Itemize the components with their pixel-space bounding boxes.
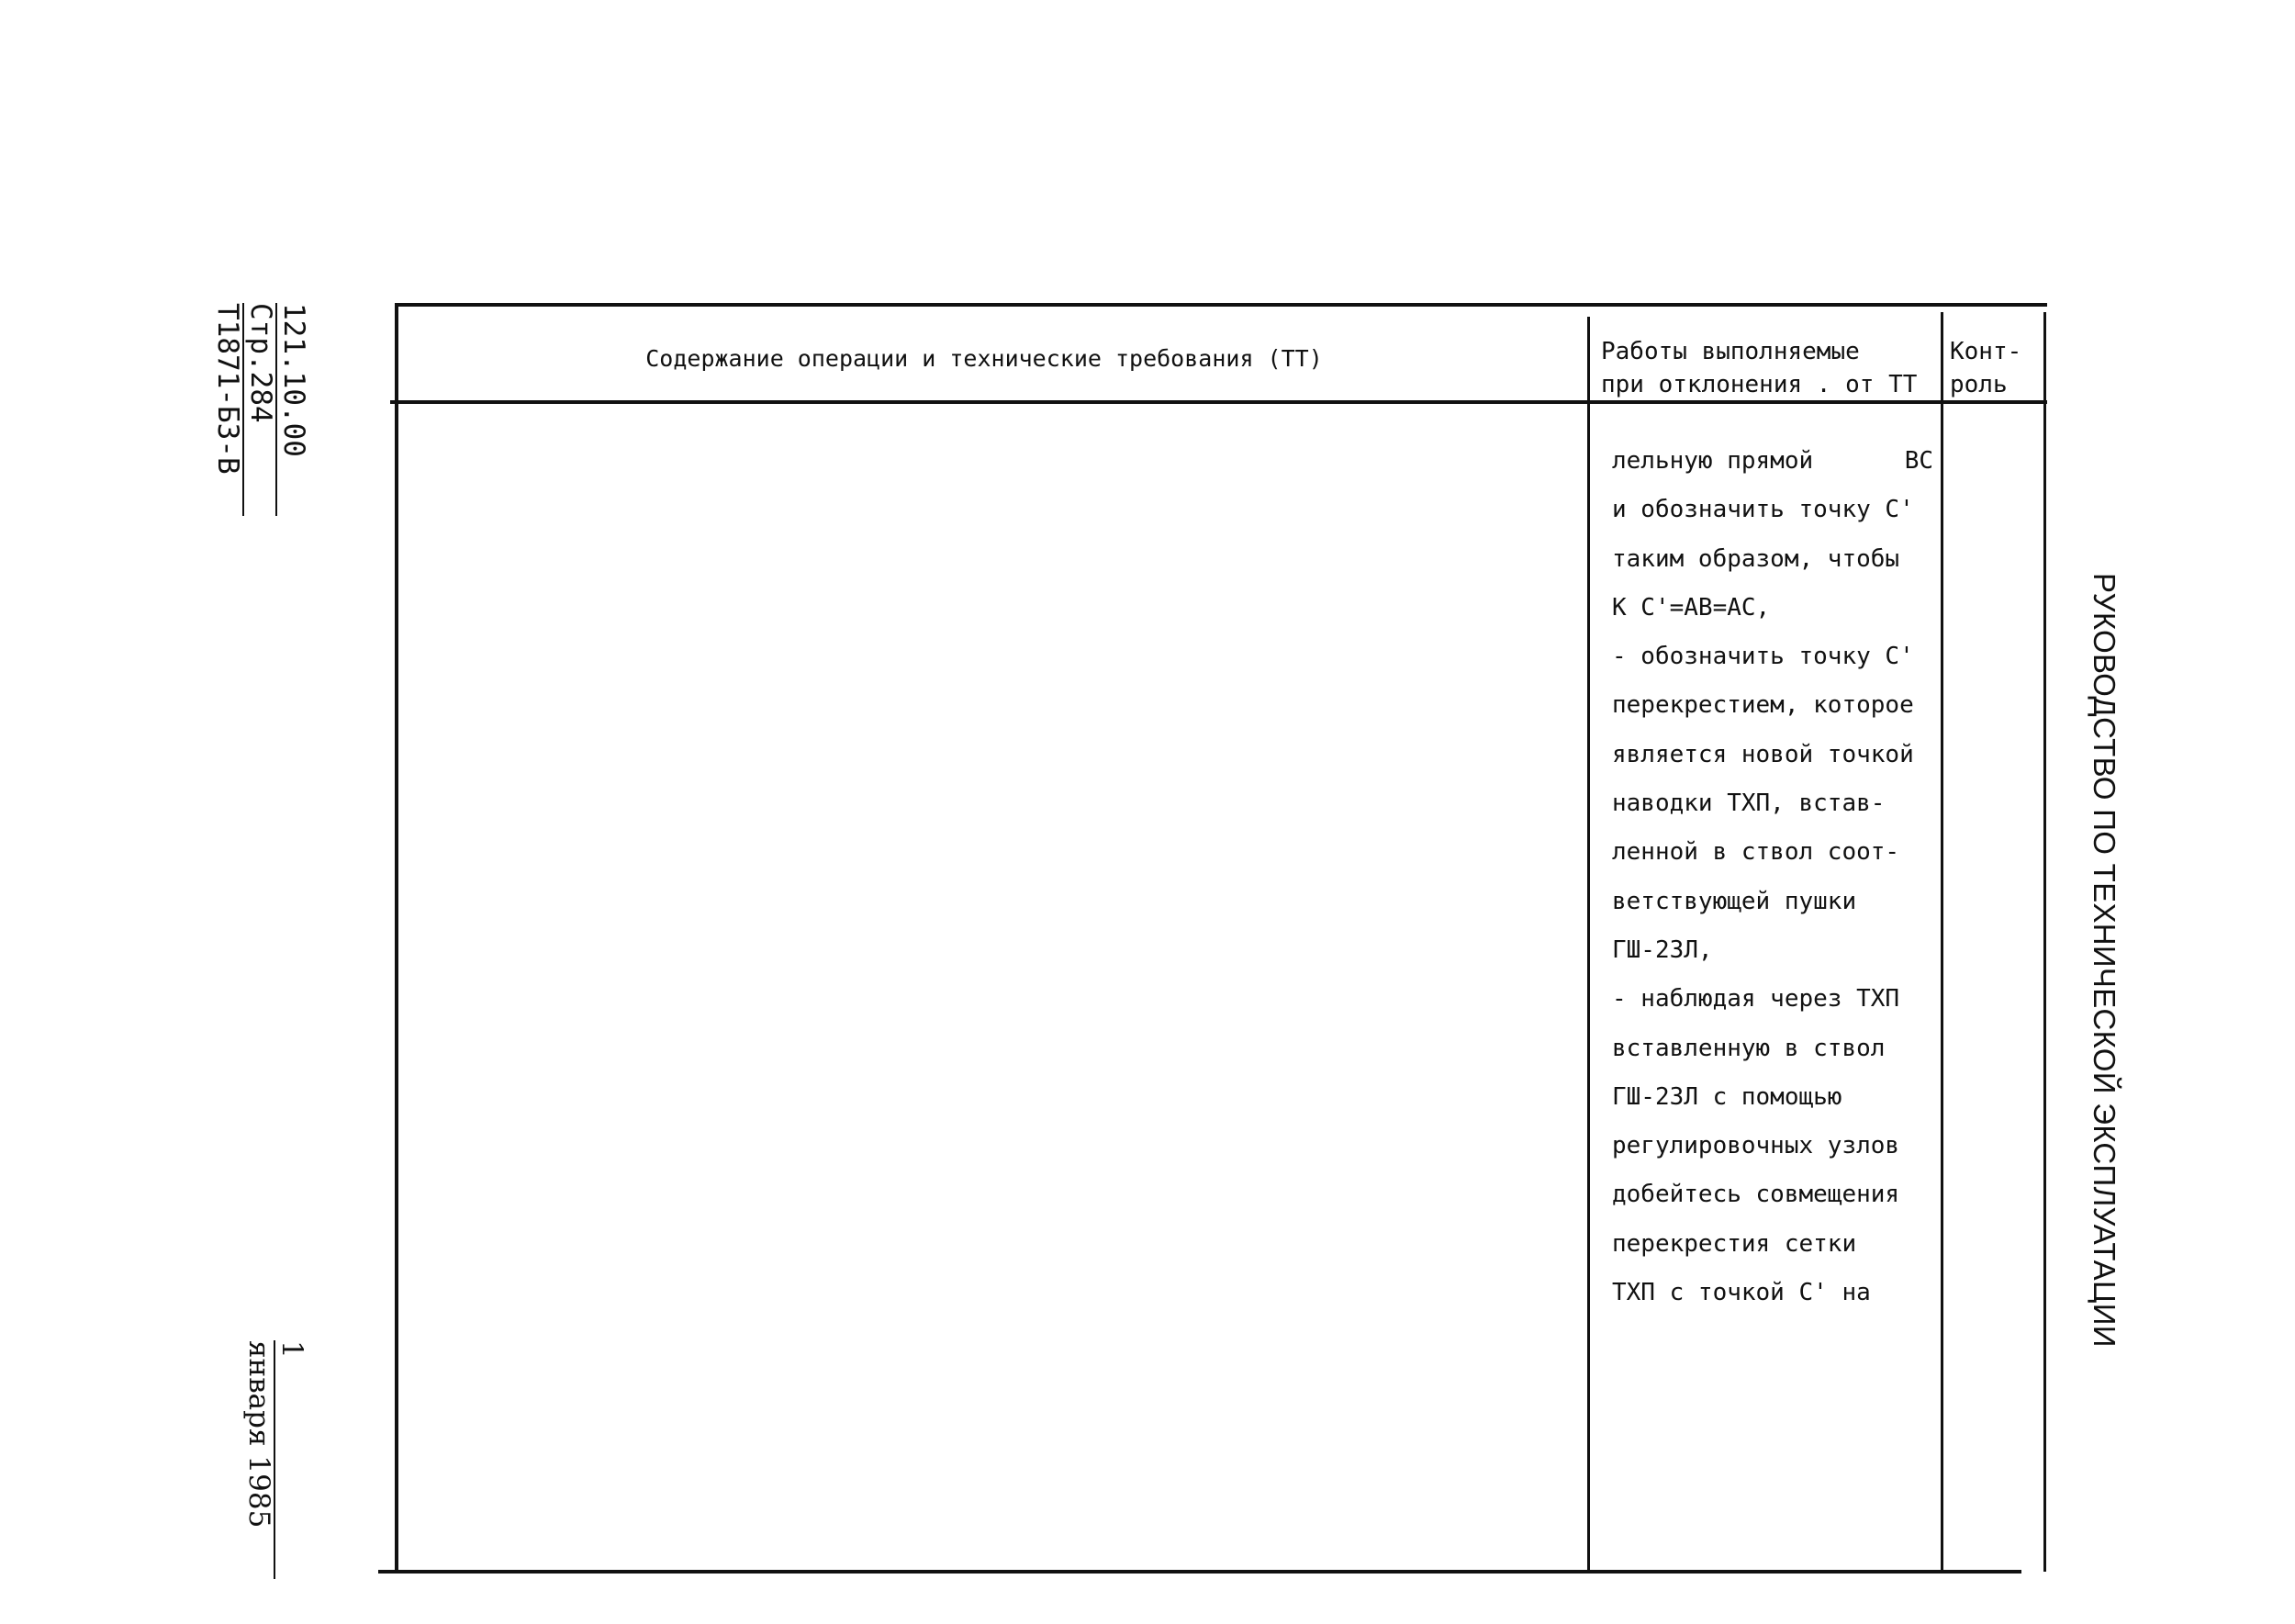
works-line-part: ВС <box>1904 447 1933 475</box>
margin-footer <box>241 1340 308 1579</box>
margin-rule <box>274 1340 275 1579</box>
works-line: вставленную в ствол <box>1612 1034 1886 1062</box>
works-header-line2: при отклонения . от ТТ <box>1601 371 1918 398</box>
margin-header <box>209 303 310 505</box>
page-number: Стр.284 <box>244 303 277 423</box>
works-line: К С'=АВ=АС, <box>1612 593 1771 622</box>
doc-number: 121.10.00 <box>277 303 310 457</box>
works-line: таким образом, чтобы <box>1612 544 1900 573</box>
works-header-line1: Работы выполняемые <box>1601 338 1860 365</box>
footer-number: 1 <box>275 1340 308 1359</box>
works-line <box>1612 437 1933 486</box>
column-divider-works <box>1587 317 1590 1572</box>
works-line: - обозначить точку С' <box>1612 643 1914 671</box>
column-divider-control <box>1941 312 1943 1572</box>
works-line: является новой точкой <box>1612 740 1914 768</box>
doc-code: Т1871-Б3-В <box>211 303 244 475</box>
operation-column-header: Содержание операции и технические требования (ТТ) <box>645 345 1323 372</box>
works-line-part: лельную прямой <box>1612 447 1814 475</box>
works-line: перекрестием, которое <box>1612 691 1914 720</box>
works-line: добейтесь совмещения <box>1612 1181 1900 1209</box>
margin-rule <box>275 303 277 516</box>
works-line: наводки ТХП, встав- <box>1612 790 1886 818</box>
table-right-border <box>2043 312 2046 1572</box>
works-column-text <box>1612 437 1933 1317</box>
works-line: ТХП с точкой С' на <box>1612 1279 1871 1307</box>
works-line: ГШ-23Л, <box>1612 935 1713 964</box>
works-line: ГШ-23Л с помощью <box>1612 1082 1842 1111</box>
table-left-border <box>395 303 398 1572</box>
side-title: РУКОВОДСТВО ПО ТЕХНИЧЕСКОЙ ЭКСПЛУАТАЦИИ <box>2088 573 2121 1348</box>
works-line: перекрестия сетки <box>1612 1229 1857 1258</box>
works-line: ленной в ствол соот- <box>1612 838 1900 867</box>
works-line: ветствующей пушки <box>1612 887 1857 915</box>
table-top-border <box>395 303 2047 307</box>
works-line: - наблюдая через ТХП <box>1612 985 1900 1014</box>
table-bottom-border <box>378 1570 2021 1574</box>
footer-date: января 1985 <box>242 1340 275 1529</box>
control-column-header <box>1950 335 2032 401</box>
works-line: регулировочных узлов <box>1612 1132 1900 1160</box>
control-header-line1: Конт- <box>1950 338 2022 365</box>
margin-rule <box>242 303 244 516</box>
works-column-header <box>1601 335 1941 401</box>
control-header-line2: роль <box>1950 371 2008 398</box>
works-line: и обозначить точку С' <box>1612 496 1914 524</box>
